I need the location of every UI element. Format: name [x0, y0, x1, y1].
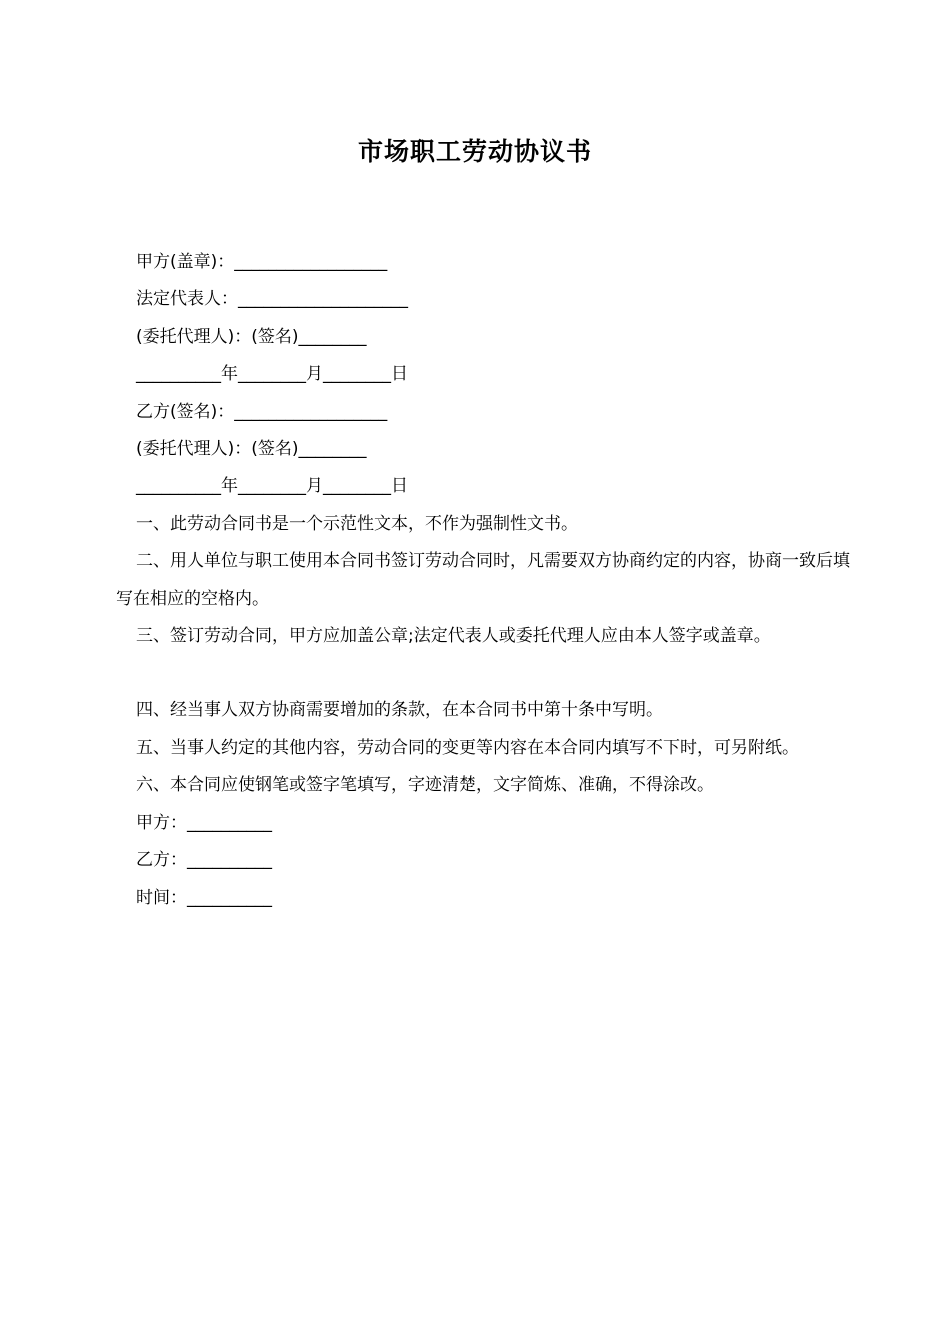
party-a-date-line: __________年________月________日 — [136, 364, 408, 385]
party-a-agent-line: (委托代理人)：(签名)________ — [136, 326, 367, 347]
note-5: 五、当事人约定的其他内容，劳动合同的变更等内容在本合同内填写不下时，可另附纸。 — [136, 737, 799, 758]
footer-party-a: 甲方：__________ — [136, 812, 272, 833]
party-b-agent-line: (委托代理人)：(签名)________ — [136, 439, 367, 460]
note-2: 二、用人单位与职工使用本合同书签订劳动合同时，凡需要双方协商约定的内容，协商一致后填写在相应的空格内。 — [116, 551, 850, 609]
footer-party-b: 乙方：__________ — [136, 850, 272, 871]
party-a-seal-line: 甲方(盖章)：__________________ — [136, 252, 388, 272]
document-title: 市场职工劳动协议书 — [357, 137, 592, 166]
paragraph-gap — [116, 655, 856, 692]
note-3: 三、签订劳动合同，甲方应加盖公章;法定代表人或委托代理人应由本人签字或盖章。 — [136, 626, 771, 647]
note-4: 四、经当事人双方协商需要增加的条款，在本合同书中第十条中写明。 — [136, 700, 663, 721]
party-b-signature-line: 乙方(签名)：__________________ — [136, 401, 388, 422]
legal-representative-line: 法定代表人：____________________ — [136, 289, 408, 310]
document-body — [116, 244, 856, 917]
note-1: 一、此劳动合同书是一个示范性文本，不作为强制性文书。 — [136, 513, 578, 534]
party-b-date-line: __________年________月________日 — [136, 476, 408, 497]
note-6: 六、本合同应使钢笔或签字笔填写，字迹清楚，文字简炼、准确，不得涂改。 — [136, 775, 714, 796]
footer-time: 时间：__________ — [136, 887, 272, 908]
